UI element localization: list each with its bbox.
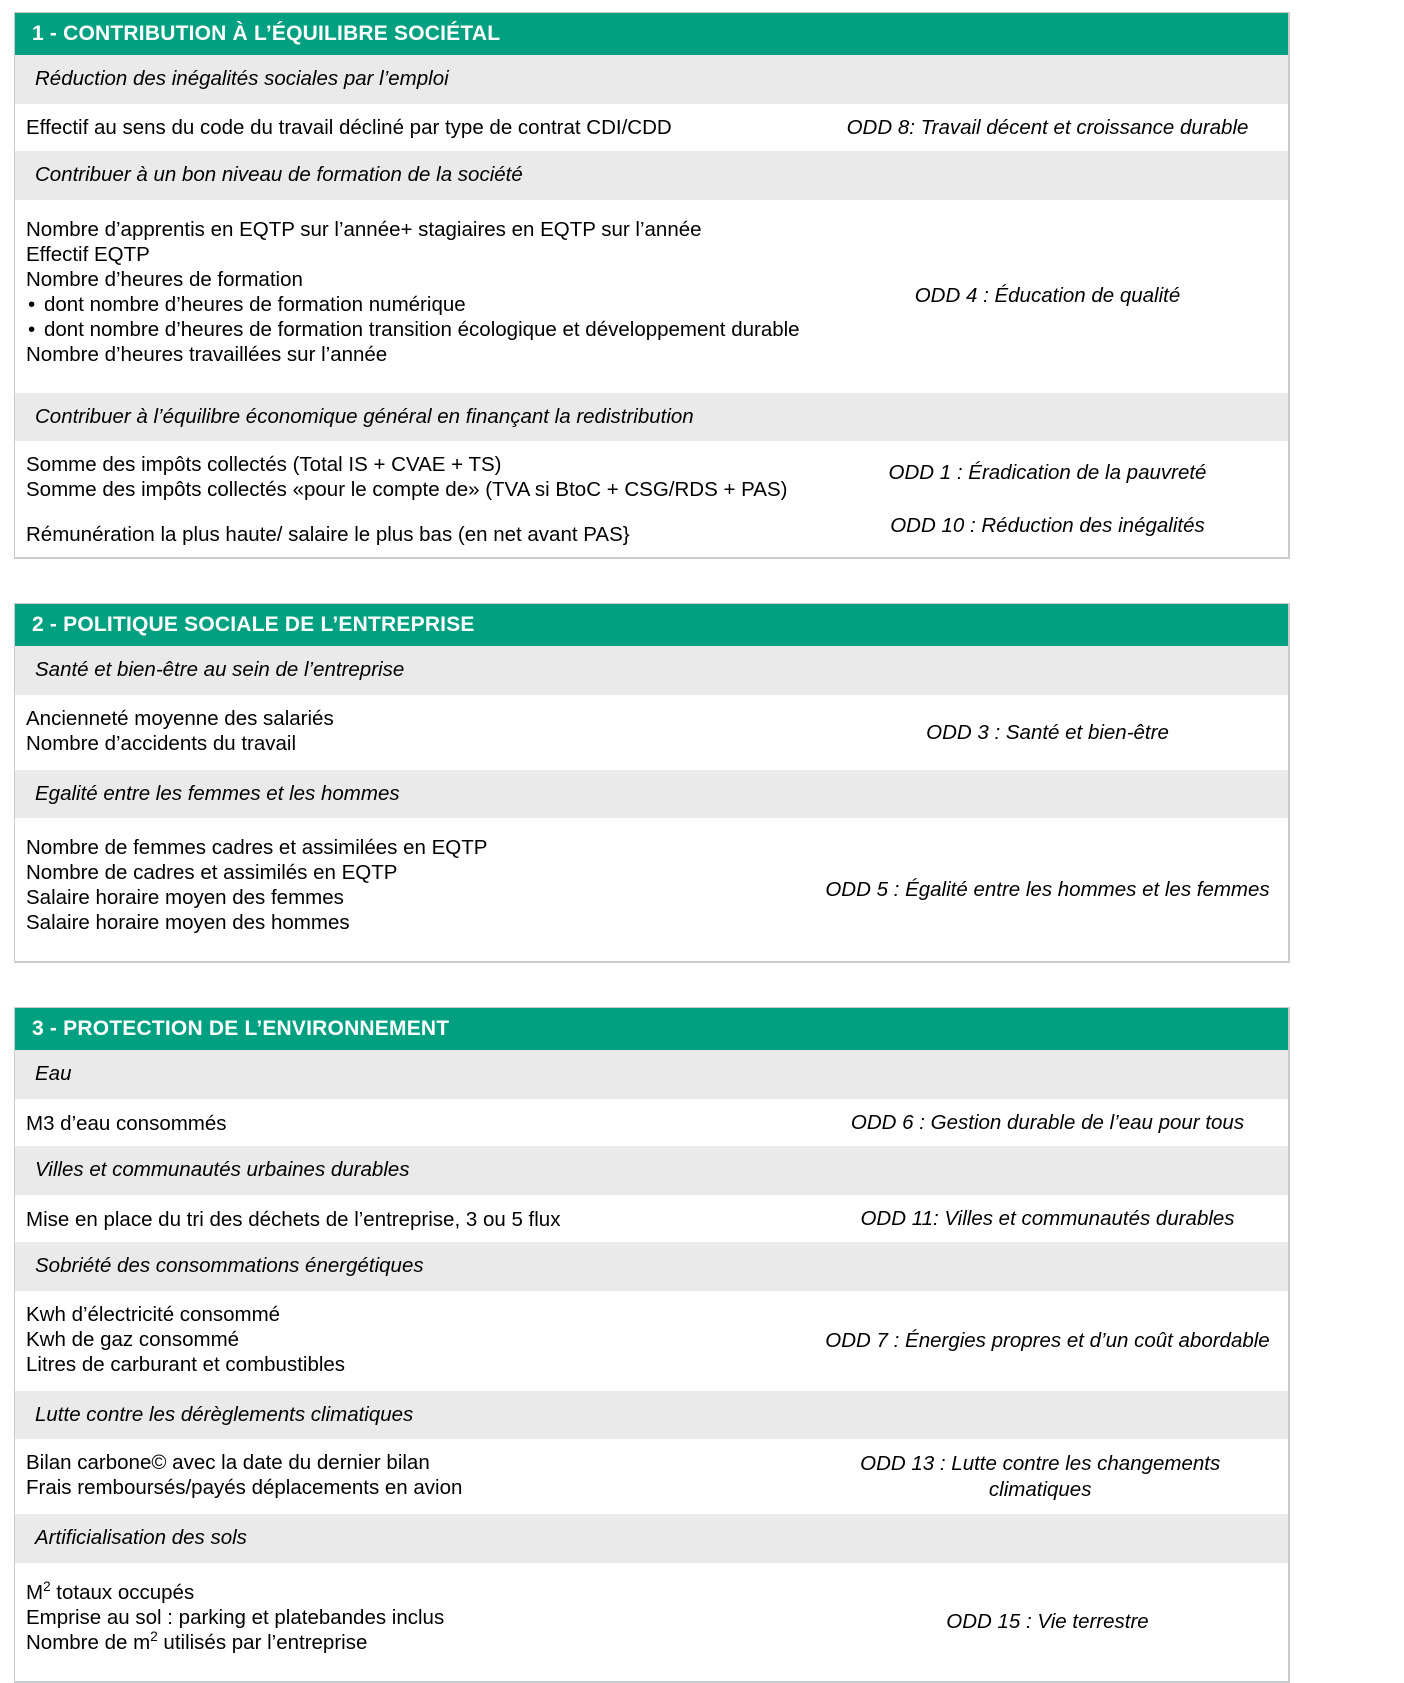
indicator-line: Effectif EQTP — [26, 242, 150, 266]
subsection-title: Artificialisation des sols — [15, 1514, 1288, 1564]
indicator-line: Rémunération la plus haute/ salaire le plus bas (en net avant PAS} — [26, 523, 630, 547]
subsection-title: Eau — [15, 1050, 1288, 1100]
indicator-cell — [15, 696, 815, 770]
table-row — [15, 1564, 1288, 1681]
indicator-line: Emprise au sol : parking et platebandes inclus — [26, 1605, 445, 1629]
indicator-line: Bilan carbone© avec la date du dernier bilan — [26, 1451, 430, 1475]
indicator-line: Nombre d’heures de formation — [26, 267, 303, 291]
odd-cell: ODD 15 : Vie terrestre — [946, 1610, 1149, 1634]
indicator-line: Salaire horaire moyen des hommes — [26, 911, 350, 935]
section-title: 3 - PROTECTION DE L’ENVIRONNEMENT — [15, 1008, 1288, 1050]
indicator-line: $M^2$ totaux occupés — [26, 1579, 195, 1604]
indicator-line: Nombre de $m^2$ utilisés par l’entreprise — [26, 1629, 368, 1654]
odd-cell: ODD 13 : Lutte contre les changements climatiques — [860, 1452, 1221, 1502]
indicator-cell — [15, 442, 815, 512]
indicator-bullet: • dont nombre d’heures de formation transition écologique et développement durable — [26, 317, 809, 342]
subsection-title: Contribuer à un bon niveau de formation de la société — [15, 151, 1288, 201]
indicator-line: Effectif au sens du code du travail décliné par type de contrat CDI/CDD — [26, 116, 672, 140]
odd-cell: ODD 8: Travail décent et croissance durable — [846, 115, 1249, 139]
indicator-cell — [15, 819, 815, 961]
section-title: 1 - CONTRIBUTION À L’ÉQUILIBRE SOCIÉTAL — [15, 13, 1288, 55]
indicator-line: Somme des impôts collectés «pour le compte de» (TVA si BtoC + CSG/RDS + PAS) — [26, 478, 788, 502]
table-row — [15, 819, 1288, 961]
odd-cell: ODD 7 : Énergies propres et d’un coût abordable — [825, 1329, 1270, 1353]
indicator-stack — [15, 442, 815, 557]
subsection-title: Egalité entre les femmes et les hommes — [15, 770, 1288, 820]
indicator-cell — [15, 1440, 800, 1514]
indicator-line: Nombre d’apprentis en EQTP sur l’année+ stagiaires en EQTP sur l’année — [26, 217, 702, 241]
indicator-cell — [15, 1197, 815, 1242]
subsection-title: Sobriété des consommations énergétiques — [15, 1242, 1288, 1292]
section-protection-environnement — [14, 1007, 1290, 1683]
indicator-cell — [15, 201, 815, 393]
indicator-line: Nombre de femmes cadres et assimilées en EQTP — [26, 836, 488, 860]
odd-cell: ODD 3 : Santé et bien-être — [926, 720, 1169, 744]
table-row-group — [15, 442, 1288, 557]
indicator-line: Ancienneté moyenne des salariés — [26, 706, 334, 730]
odd-cell: ODD 1 : Éradication de la pauvreté — [888, 461, 1207, 485]
table-row — [15, 1196, 1288, 1242]
indicator-cell — [15, 1101, 815, 1146]
indicator-line: Litres de carburant et combustibles — [26, 1352, 346, 1376]
indicator-line: Mise en place du tri des déchets de l’entreprise, 3 ou 5 flux — [26, 1207, 561, 1231]
section-politique-sociale-entreprise — [14, 603, 1290, 963]
odd-cell: ODD 11: Villes et communautés durables — [860, 1206, 1235, 1230]
indicator-cell — [15, 1564, 815, 1681]
indicator-line: Nombre d’accidents du travail — [26, 731, 297, 755]
odd-cell: ODD 5 : Égalité entre les hommes et les femmes — [825, 878, 1270, 902]
table-row — [15, 1100, 1288, 1146]
table-row — [15, 1440, 1288, 1514]
subsection-title: Lutte contre les dérèglements climatiques — [15, 1391, 1288, 1441]
indicator-line: Salaire horaire moyen des femmes — [26, 886, 344, 910]
indicator-line: M3 d’eau consommés — [26, 1111, 227, 1135]
indicator-line: Kwh d’électricité consommé — [26, 1302, 281, 1326]
indicator-line: Somme des impôts collectés (Total IS + CVAE + TS) — [26, 453, 502, 477]
odd-stack — [815, 456, 1288, 542]
indicator-line: Frais remboursés/payés déplacements en avion — [26, 1476, 463, 1500]
odd-cell: ODD 4 : Éducation de qualité — [914, 284, 1181, 308]
indicator-line: Nombre d’heures travaillées sur l’année — [26, 342, 388, 366]
subsection-title: Contribuer à l’équilibre économique général en finançant la redistribution — [15, 393, 1288, 443]
indicator-line: Nombre de cadres et assimilés en EQTP — [26, 861, 398, 885]
indicator-bullet: • dont nombre d’heures de formation numérique — [26, 292, 809, 317]
indicator-cell — [15, 105, 815, 150]
subsection-title: Réduction des inégalités sociales par l’emploi — [15, 55, 1288, 105]
table-row — [15, 696, 1288, 770]
indicator-cell — [15, 1292, 815, 1391]
section-contribution-equilibre-societal — [14, 12, 1290, 559]
odd-cell: ODD 6 : Gestion durable de l’eau pour tous — [850, 1111, 1245, 1135]
table-row — [15, 1292, 1288, 1391]
table-row — [15, 105, 1288, 151]
table-row — [15, 201, 1288, 393]
section-title: 2 - POLITIQUE SOCIALE DE L’ENTREPRISE — [15, 604, 1288, 646]
indicator-cell — [15, 512, 815, 557]
subsection-title: Villes et communautés urbaines durables — [15, 1146, 1288, 1196]
indicator-line: Kwh de gaz consommé — [26, 1327, 240, 1351]
odd-cell: ODD 10 : Réduction des inégalités — [890, 513, 1205, 537]
subsection-title: Santé et bien-être au sein de l’entreprise — [15, 646, 1288, 696]
